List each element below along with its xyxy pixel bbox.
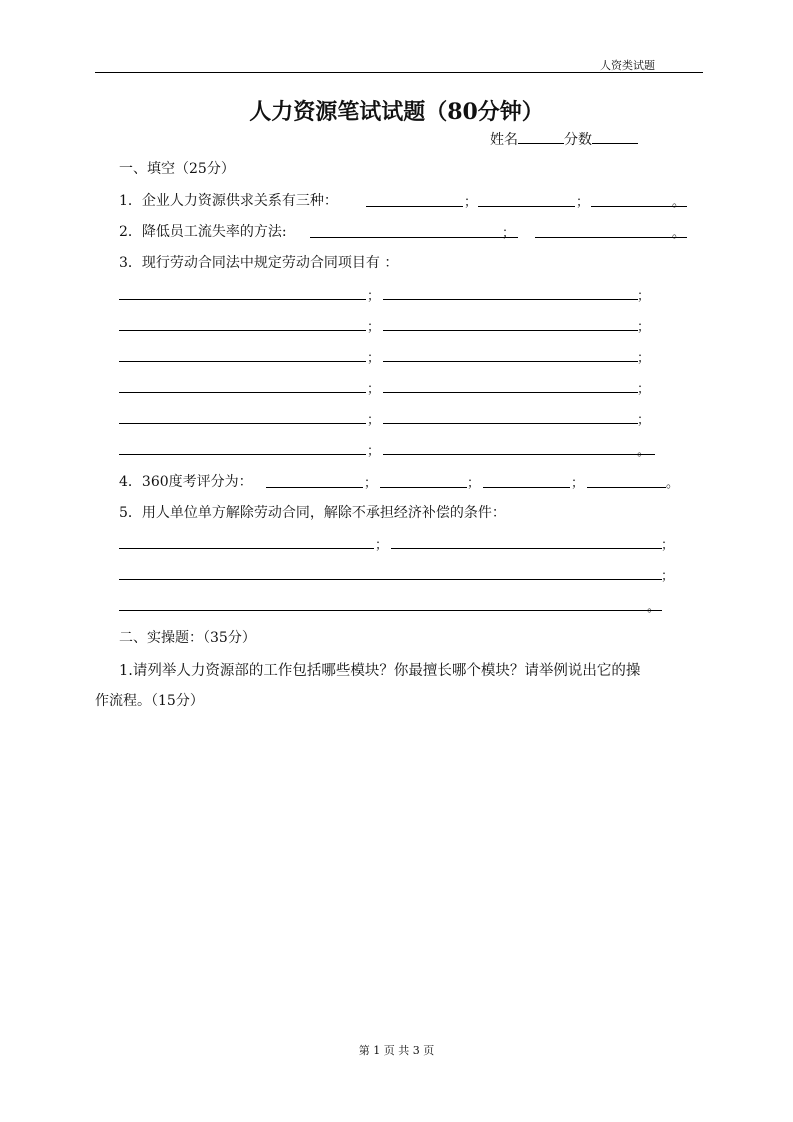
q4-semicolon: ； — [467, 476, 481, 491]
question-3: 3．现行劳动合同法中规定劳动合同项目有 ： — [119, 255, 399, 271]
q4-blank-1[interactable] — [266, 487, 363, 488]
q3-semicolon: ； — [367, 444, 381, 459]
q1-semicolon-1: ； — [464, 195, 478, 210]
q3-semicolon: ； — [367, 351, 381, 366]
q2-blank-1[interactable] — [310, 237, 518, 238]
q4-period: 。 — [666, 476, 680, 491]
q4-blank-4[interactable] — [587, 487, 666, 488]
q3-semicolon: ； — [367, 320, 381, 335]
q5-blank-4[interactable] — [119, 610, 662, 611]
q3-semicolon: ； — [367, 413, 381, 428]
q1-semicolon-2: ； — [576, 195, 590, 210]
header-label: 人资类试题 — [600, 59, 655, 72]
q3-semicolon: ； — [367, 289, 381, 304]
q2-blank-2[interactable] — [535, 237, 687, 238]
q3-semicolon: ； — [367, 382, 381, 397]
score-label: 分数 — [564, 132, 592, 148]
q5-semicolon: ； — [661, 569, 675, 584]
q4-blank-3[interactable] — [483, 487, 570, 488]
question-5: 5．用人单位单方解除劳动合同，解除不承担经济补偿的条件： — [119, 505, 506, 521]
q3-semicolon: ； — [637, 289, 651, 304]
q3-blank-10[interactable] — [383, 423, 638, 424]
q3-semicolon: ； — [637, 351, 651, 366]
q5-blank-1[interactable] — [119, 548, 374, 549]
question-1: 1．企业人力资源供求关系有三种： — [119, 193, 338, 209]
name-blank[interactable] — [518, 129, 564, 144]
q3-blank-3[interactable] — [119, 330, 366, 331]
q3-blank-12[interactable] — [383, 454, 655, 455]
q4-semicolon: ； — [571, 476, 585, 491]
question-2: 2．降低员工流失率的方法: — [119, 224, 287, 240]
page-footer: 第 1 页 共 3 页 — [358, 1044, 435, 1057]
q3-blank-4[interactable] — [383, 330, 638, 331]
q4-semicolon: ； — [364, 476, 378, 491]
q3-semicolon: ； — [637, 320, 651, 335]
practical-question-line-2: 作流程。（15分） — [95, 693, 204, 709]
q5-semicolon: ； — [661, 538, 675, 553]
q3-blank-8[interactable] — [383, 392, 638, 393]
section1-heading: 一、填空（25分） — [119, 161, 235, 177]
q3-blank-11[interactable] — [119, 454, 366, 455]
q3-blank-1[interactable] — [119, 299, 366, 300]
section2-heading: 二、实操题：（35分） — [119, 630, 256, 646]
q3-blank-9[interactable] — [119, 423, 366, 424]
q5-blank-2[interactable] — [391, 548, 662, 549]
q5-blank-3[interactable] — [119, 579, 662, 580]
q3-blank-7[interactable] — [119, 392, 366, 393]
q2-period: 。 — [672, 226, 686, 241]
q3-blank-2[interactable] — [383, 299, 638, 300]
question-4: 4．360度考评分为： — [119, 474, 253, 490]
q2-semicolon: ； — [502, 226, 516, 241]
q3-semicolon: ； — [637, 413, 651, 428]
score-blank[interactable] — [592, 129, 638, 144]
q4-blank-2[interactable] — [380, 487, 467, 488]
q1-blank-2[interactable] — [478, 206, 575, 207]
q5-semicolon: ； — [375, 538, 389, 553]
q1-period: 。 — [672, 195, 686, 210]
q3-blank-6[interactable] — [383, 361, 638, 362]
page-title: 人力资源笔试试题（80分钟） — [249, 99, 544, 125]
q3-blank-5[interactable] — [119, 361, 366, 362]
q3-semicolon: ； — [637, 382, 651, 397]
name-label: 姓名 — [490, 132, 518, 148]
name-score-row — [490, 129, 638, 149]
q1-blank-1[interactable] — [366, 206, 463, 207]
practical-question-line-1: 1.请列举人力资源部的工作包括哪些模块？你最擅长哪个模块？请举例说出它的操 — [119, 663, 641, 679]
q5-period: 。 — [647, 600, 661, 615]
header-divider — [95, 72, 703, 73]
q3-period: 。 — [637, 444, 651, 459]
